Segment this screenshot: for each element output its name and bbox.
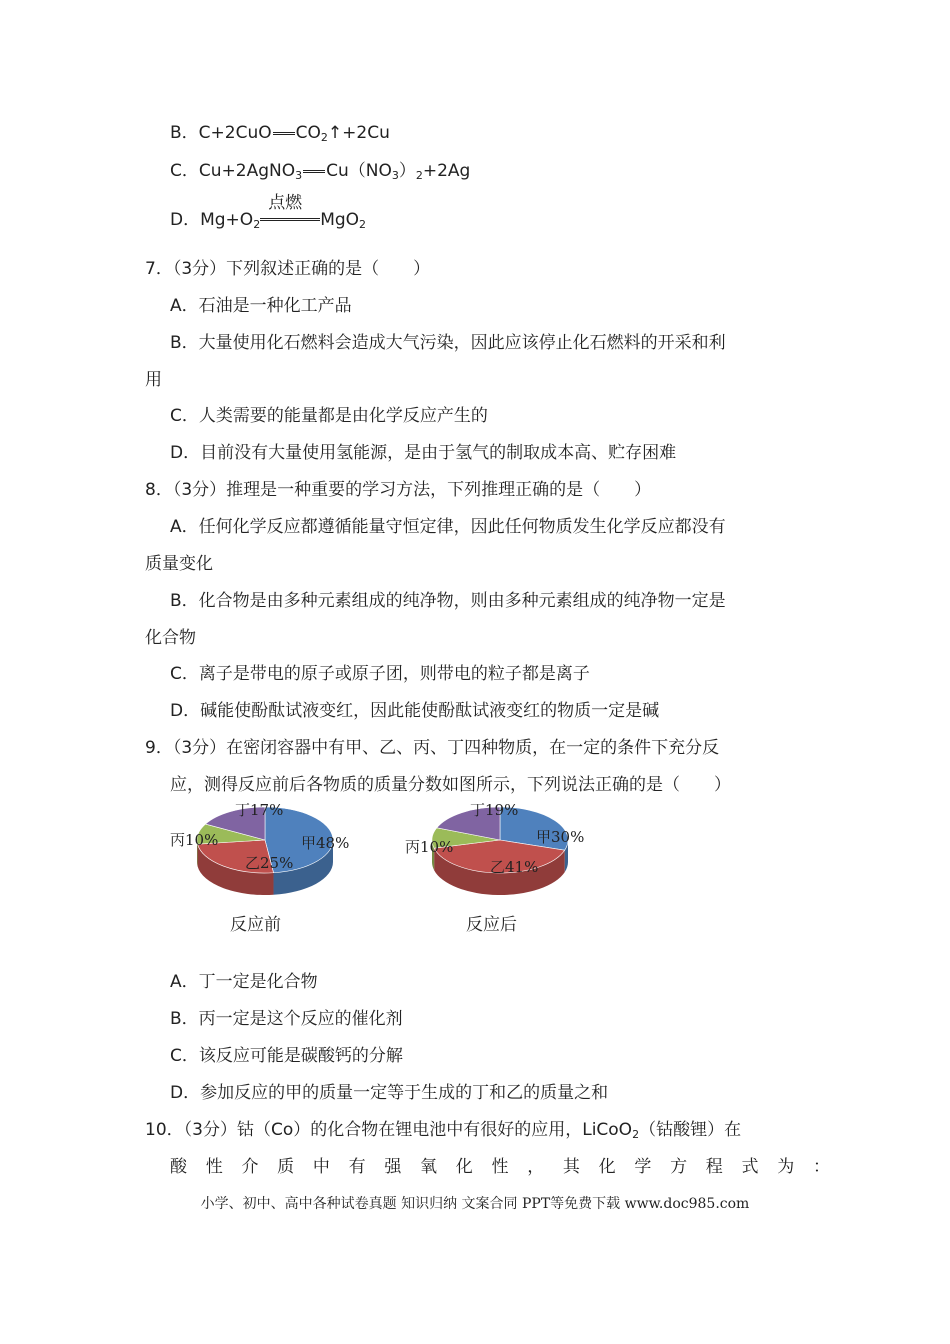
- q10-line2-char: 方: [670, 1157, 688, 1177]
- q10-line2-char: 强: [384, 1157, 402, 1177]
- q6-option-c: C．Cu+2AgNO$_3$ $Cu(NO_3)_2+2Ag$: [170, 161, 471, 182]
- equals-sign: [273, 132, 295, 135]
- equals-sign: [303, 170, 325, 173]
- q8-stem: 8．（3分）推理是一种重要的学习方法，下列推理正确的是（ ）: [145, 480, 652, 500]
- q10-line2-char: 化: [455, 1157, 473, 1177]
- pie-label-乙: 乙25%: [245, 854, 294, 872]
- q6-option-d: D．$Mg+O_2$ 点燃 MgO$_2$: [170, 193, 367, 231]
- q9-stem-line2: 应，测得反应前后各物质的质量分数如图所示，下列说法正确的是（ ）: [170, 775, 731, 795]
- q10-line2-char: 质: [277, 1157, 295, 1177]
- q10-line2-char: 性: [205, 1157, 223, 1177]
- q8-option-d: D．碱能使酚酞试液变红，因此能使酚酞试液变红的物质一定是碱: [170, 701, 660, 721]
- pie-label-甲: 甲48%: [301, 834, 350, 852]
- q10-stem: 10．（3分）钴（Co）的化合物在锂电池中有很好的应用，LiCoO$_2$（钴酸锂）在: [145, 1120, 742, 1141]
- chart-title-after: 反应后: [466, 915, 517, 935]
- q8-option-b: B．化合物是由多种元素组成的纯净物，则由多种元素组成的纯净物一定是: [170, 591, 726, 611]
- q7-option-b: B．大量使用化石燃料会造成大气污染，因此应该停止化石燃料的开采和利: [170, 333, 726, 353]
- q10-line2-char: 为: [777, 1157, 795, 1177]
- q8-option-c: C．离子是带电的原子或原子团，则带电的粒子都是离子: [170, 664, 590, 684]
- q10-line2-char: 化: [598, 1157, 616, 1177]
- q10-line2-char: 程: [705, 1157, 723, 1177]
- q10-line2-char: 有: [348, 1157, 366, 1177]
- q10-line2-char: ，: [527, 1157, 545, 1177]
- pie-label-丙: 丙10%: [405, 838, 454, 856]
- pie-label-丁: 丁17%: [235, 801, 284, 819]
- q6-option-b: B．C+2CuO $CO_2↑+2Cu$: [170, 123, 390, 144]
- q7-option-d: D．目前没有大量使用氢能源，是由于氢气的制取成本高、贮存困难: [170, 443, 677, 463]
- q7-option-c: C．人类需要的能量都是由化学反应产生的: [170, 406, 488, 426]
- q10-line2-char: 中: [312, 1157, 330, 1177]
- gas-up-arrow-icon: ↑: [327, 123, 343, 143]
- q7-stem: 7．（3分）下列叙述正确的是（ ）: [145, 259, 431, 279]
- pie-label-丁: 丁19%: [470, 801, 519, 819]
- chart-title-before: 反应前: [230, 915, 281, 935]
- q9-option-b: B．丙一定是这个反应的催化剂: [170, 1009, 403, 1029]
- q7-option-a: A．石油是一种化工产品: [170, 296, 352, 316]
- q9-option-a: A．丁一定是化合物: [170, 972, 318, 992]
- q9-stem-line1: 9．（3分）在密闭容器中有甲、乙、丙、丁四种物质，在一定的条件下充分反: [145, 738, 720, 758]
- q9-option-c: C．该反应可能是碳酸钙的分解: [170, 1046, 403, 1066]
- q10-line2-char: 性: [491, 1157, 509, 1177]
- q7-option-b-cont: 用: [145, 370, 162, 390]
- q8-option-b-cont: 化合物: [145, 628, 196, 648]
- q10-line2-char: 酸: [170, 1157, 187, 1177]
- reaction-condition: 点燃: [260, 210, 320, 230]
- q10-stem-line2: [170, 1152, 830, 1177]
- q10-line2-char: 介: [241, 1157, 259, 1177]
- q10-line2-char: 氧: [420, 1157, 438, 1177]
- q10-line2-char: ：: [812, 1157, 830, 1177]
- q10-line2-char: 式: [741, 1157, 759, 1177]
- q10-line2-char: 其: [562, 1157, 580, 1177]
- page-footer: 小学、初中、高中各种试卷真题 知识归纳 文案合同 PPT等免费下载 www.doc985.com: [200, 1196, 750, 1212]
- q8-option-a-cont: 质量变化: [145, 554, 213, 574]
- q10-line2-char: 学: [634, 1157, 652, 1177]
- pie-label-丙: 丙10%: [170, 831, 219, 849]
- pie-label-乙: 乙41%: [490, 858, 539, 876]
- q9-option-d: D．参加反应的甲的质量一定等于生成的丁和乙的质量之和: [170, 1083, 609, 1103]
- pie-label-甲: 甲30%: [536, 828, 585, 846]
- q8-option-a: A．任何化学反应都遵循能量守恒定律，因此任何物质发生化学反应都没有: [170, 517, 726, 537]
